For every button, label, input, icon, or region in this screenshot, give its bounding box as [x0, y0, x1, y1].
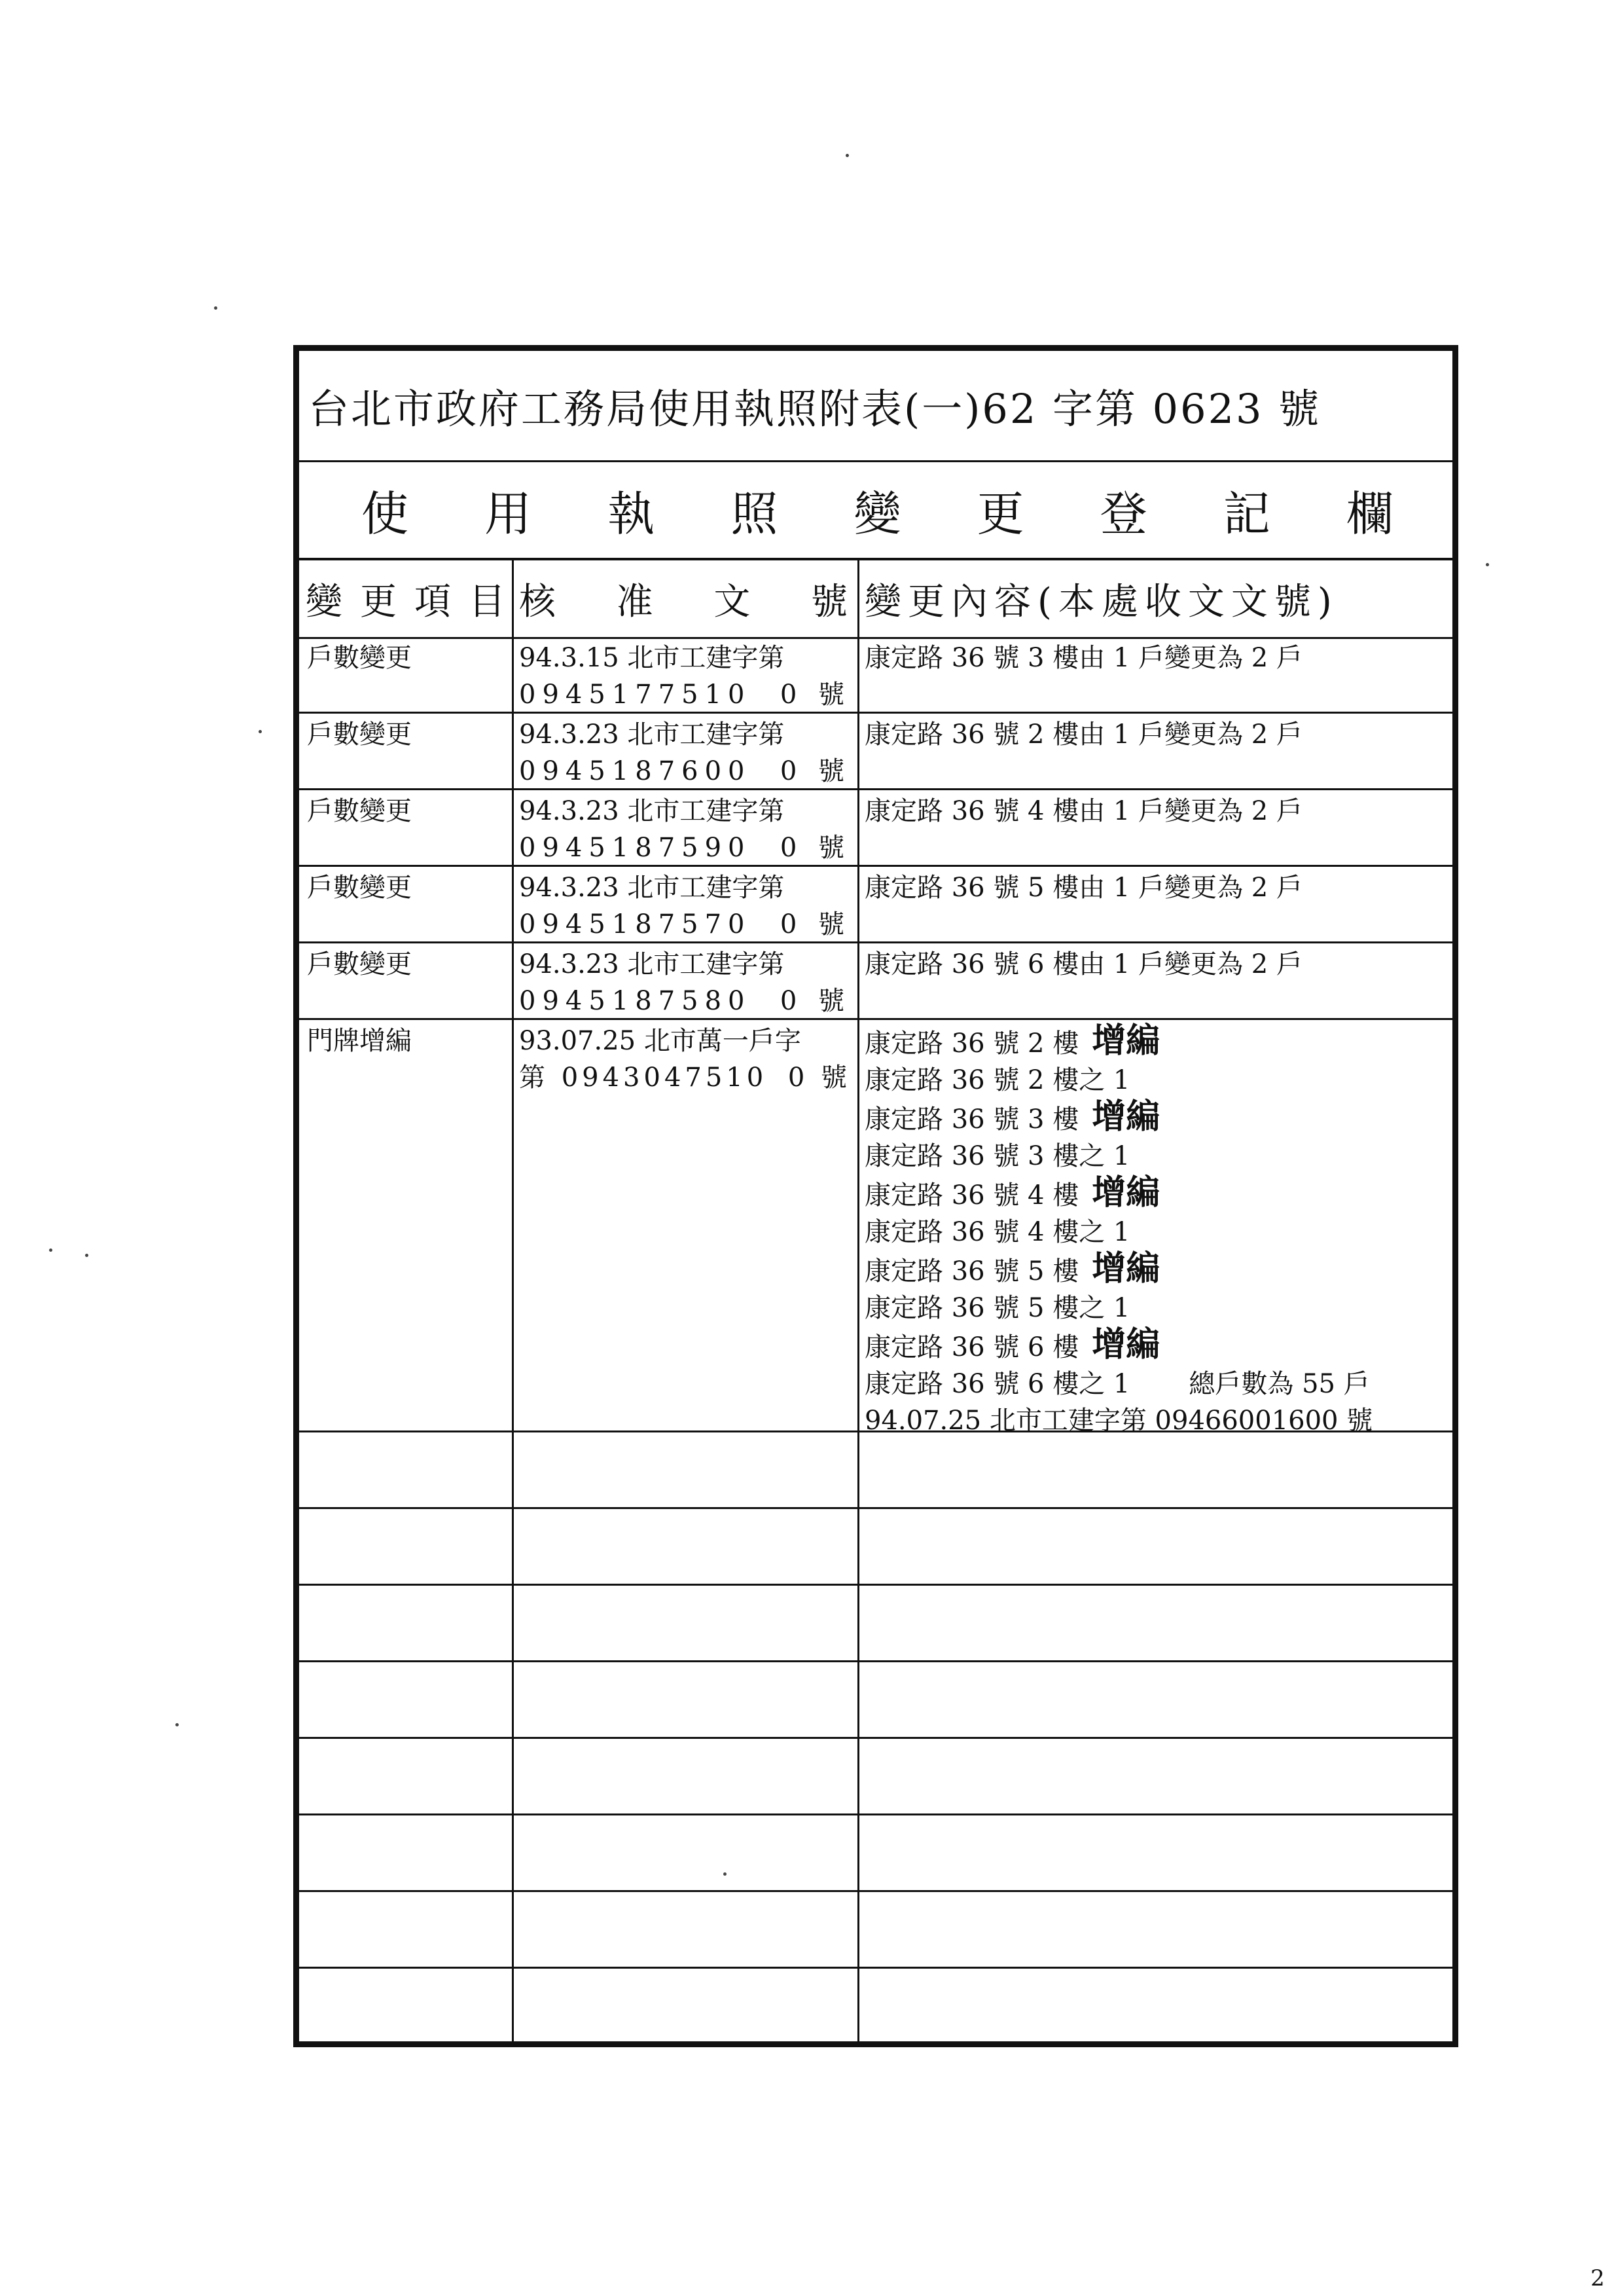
- table-header: [299, 560, 1452, 639]
- heading-char: 照: [730, 486, 778, 541]
- item-cell: 門牌增編: [307, 1026, 412, 1056]
- form-title: 台北市政府工務局使用執照附表(一)62 字第 0623 號: [299, 351, 1452, 462]
- content-cell: 康定路 36 號 3 樓由 1 戶變更為 2 戶: [865, 643, 1303, 673]
- empty-row: [299, 1739, 1452, 1815]
- content-cell: 康定路 36 號 4 樓由 1 戶變更為 2 戶: [865, 796, 1303, 826]
- heading-char: 欄: [1346, 486, 1393, 541]
- list-item: 康定路 36 號 4 樓之 1: [865, 1217, 1130, 1247]
- list-item: 康定路 36 號 5 樓之 1: [865, 1293, 1130, 1323]
- scan-speck: [259, 730, 262, 733]
- doc-cell: 93.07.25 北市萬一戶字 第 0943047510 0 號: [519, 1026, 851, 1093]
- empty-row: [299, 1509, 1452, 1586]
- scan-speck: [175, 1723, 179, 1726]
- doorplate-list: [859, 1020, 1452, 1436]
- item-cell: 戶數變更: [307, 949, 412, 979]
- heading-char: 使: [361, 486, 409, 541]
- empty-row: [299, 1815, 1452, 1892]
- item-cell: 戶數變更: [307, 720, 412, 750]
- doc-cell: 94.3.23 北市工建字第 0945187580 0 號: [519, 949, 851, 1016]
- table-row: [299, 867, 1452, 943]
- change-table: [299, 560, 1452, 2041]
- section-heading: [299, 462, 1452, 560]
- empty-row: [299, 1432, 1452, 1509]
- content-cell: 康定路 36 號 5 樓由 1 戶變更為 2 戶: [865, 873, 1303, 903]
- tag-added: 增編: [1092, 1173, 1160, 1212]
- doc-cell: 94.3.23 北市工建字第 0945187570 0 號: [519, 873, 851, 939]
- list-item: 康定路 36 號 6 樓之 1 總戶數為 55 戶: [865, 1369, 1370, 1399]
- tag-added: 增編: [1092, 1097, 1160, 1137]
- list-item: 康定路 36 號 6 樓 增編: [865, 1325, 1160, 1364]
- header-doc: 核 准 文 號: [519, 580, 848, 623]
- item-cell: 戶數變更: [307, 796, 412, 826]
- list-item: 康定路 36 號 5 樓 增編: [865, 1249, 1160, 1288]
- item-cell: 戶數變更: [307, 643, 412, 673]
- content-cell: 康定路 36 號 6 樓由 1 戶變更為 2 戶: [865, 949, 1303, 979]
- table-row: [299, 637, 1452, 714]
- list-item: 康定路 36 號 3 樓 增編: [865, 1097, 1160, 1137]
- scan-speck: [846, 154, 849, 157]
- list-item: 康定路 36 號 2 樓 增編: [865, 1021, 1160, 1061]
- tag-added: 增編: [1092, 1021, 1160, 1061]
- item-cell: 戶數變更: [307, 873, 412, 903]
- list-item: 康定路 36 號 3 樓之 1: [865, 1141, 1130, 1171]
- heading-char: 執: [607, 486, 655, 541]
- header-item: 變 更 項 目: [306, 580, 505, 623]
- scan-speck: [85, 1254, 88, 1257]
- empty-row: [299, 1662, 1452, 1739]
- tag-added: 增編: [1092, 1249, 1160, 1288]
- heading-char: 變: [854, 486, 901, 541]
- table-row: [299, 714, 1452, 790]
- heading-char: 更: [977, 486, 1024, 541]
- list-item: 94.07.25 北市工建字第 09466001600 號: [865, 1406, 1373, 1436]
- empty-row: [299, 1892, 1452, 1969]
- heading-char: 記: [1223, 486, 1270, 541]
- table-row: [299, 790, 1452, 867]
- tag-added: 增編: [1092, 1325, 1160, 1364]
- doc-cell: 94.3.15 北市工建字第 0945177510 0 號: [519, 643, 851, 710]
- scan-speck: [214, 306, 217, 310]
- empty-row: [299, 1586, 1452, 1662]
- corner-mark: 2: [1591, 2265, 1605, 2291]
- table-row-doorplate: [299, 1020, 1452, 1436]
- registration-form: [293, 345, 1458, 2047]
- heading-char: 登: [1100, 486, 1147, 541]
- content-cell: 康定路 36 號 2 樓由 1 戶變更為 2 戶: [865, 720, 1303, 750]
- doc-cell: 94.3.23 北市工建字第 0945187600 0 號: [519, 720, 851, 786]
- table-row: [299, 943, 1452, 1020]
- scan-speck: [49, 1248, 52, 1252]
- heading-char: 用: [484, 486, 532, 541]
- list-item: 康定路 36 號 2 樓之 1: [865, 1065, 1130, 1095]
- total-note: 總戶數為 55 戶: [1189, 1369, 1370, 1399]
- scan-speck: [723, 1872, 727, 1876]
- doc-cell: 94.3.23 北市工建字第 0945187590 0 號: [519, 796, 851, 863]
- scan-speck: [1486, 563, 1489, 566]
- header-content: 變更內容(本處收文文號): [865, 580, 1339, 623]
- list-item: 康定路 36 號 4 樓 增編: [865, 1173, 1160, 1212]
